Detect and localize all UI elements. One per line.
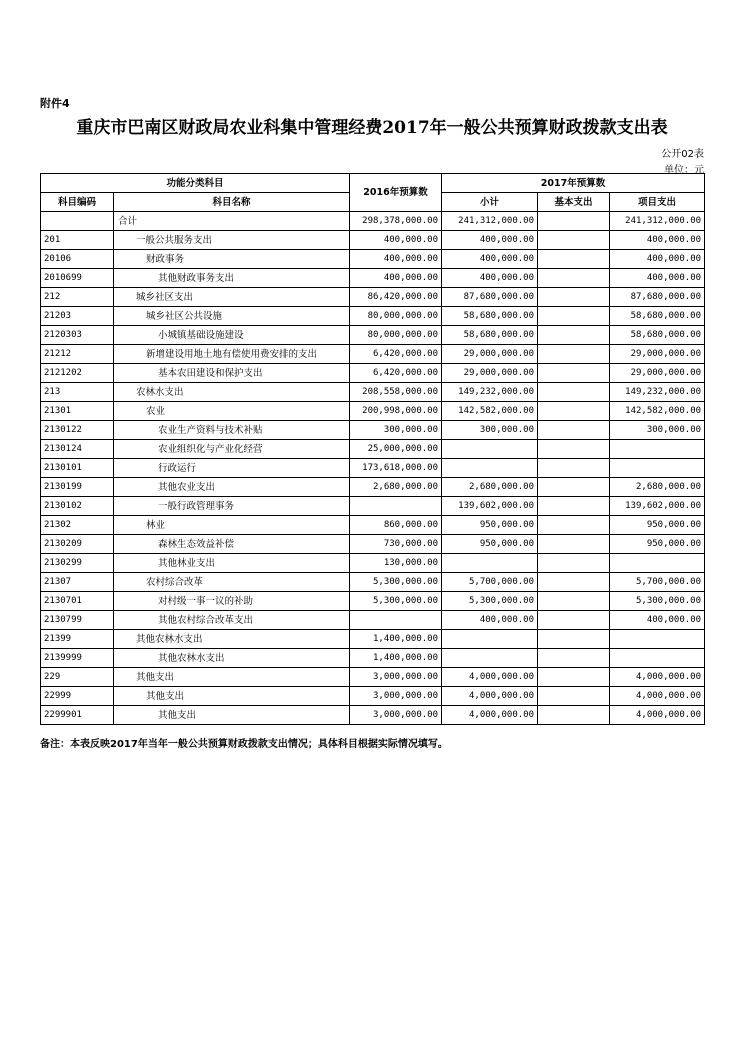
subtotal-cell: [442, 630, 538, 649]
prev-budget-cell: 3,000,000.00: [350, 706, 442, 725]
name-cell: 行政运行: [114, 459, 350, 478]
subtotal-cell: 400,000.00: [442, 250, 538, 269]
code-cell: 2120303: [41, 326, 114, 345]
code-cell: 21302: [41, 516, 114, 535]
name-cell: 农村综合改革: [114, 573, 350, 592]
table-row: [41, 269, 705, 288]
project-cell: 58,680,000.00: [610, 307, 705, 326]
table-row: [41, 250, 705, 269]
table-row: [41, 440, 705, 459]
project-cell: 400,000.00: [610, 269, 705, 288]
name-cell: 小城镇基础设施建设: [114, 326, 350, 345]
prev-budget-cell: 173,618,000.00: [350, 459, 442, 478]
subtotal-cell: 300,000.00: [442, 421, 538, 440]
prev-budget-cell: 208,558,000.00: [350, 383, 442, 402]
prev-budget-cell: 298,378,000.00: [350, 212, 442, 231]
project-cell: [610, 554, 705, 573]
project-cell: 4,000,000.00: [610, 668, 705, 687]
name-cell: 其他支出: [114, 687, 350, 706]
code-cell: 229: [41, 668, 114, 687]
table-row: [41, 592, 705, 611]
prev-budget-cell: 25,000,000.00: [350, 440, 442, 459]
subtotal-cell: 950,000.00: [442, 535, 538, 554]
subtotal-cell: 29,000,000.00: [442, 345, 538, 364]
basic-cell: [538, 307, 610, 326]
project-cell: 29,000,000.00: [610, 364, 705, 383]
basic-cell: [538, 687, 610, 706]
basic-cell: [538, 630, 610, 649]
basic-cell: [538, 212, 610, 231]
subtotal-cell: [442, 554, 538, 573]
page-title: 重庆市巴南区财政局农业科集中管理经费2017年一般公共预算财政拨款支出表: [76, 118, 668, 138]
prev-budget-cell: 6,420,000.00: [350, 345, 442, 364]
basic-cell: [538, 478, 610, 497]
basic-cell: [538, 250, 610, 269]
code-cell: 2130701: [41, 592, 114, 611]
project-cell: [610, 459, 705, 478]
project-cell: 300,000.00: [610, 421, 705, 440]
prev-budget-cell: 400,000.00: [350, 231, 442, 250]
basic-cell: [538, 345, 610, 364]
subtotal-cell: 2,680,000.00: [442, 478, 538, 497]
code-cell: 2130122: [41, 421, 114, 440]
project-cell: 4,000,000.00: [610, 706, 705, 725]
table-row: [41, 554, 705, 573]
name-cell: 其他农林水支出: [114, 630, 350, 649]
subtotal-cell: 241,312,000.00: [442, 212, 538, 231]
basic-cell: [538, 706, 610, 725]
table-row: [41, 345, 705, 364]
name-cell: 基本农田建设和保护支出: [114, 364, 350, 383]
project-cell: 950,000.00: [610, 535, 705, 554]
subtotal-cell: 400,000.00: [442, 269, 538, 288]
project-cell: 400,000.00: [610, 611, 705, 630]
basic-cell: [538, 611, 610, 630]
basic-cell: [538, 554, 610, 573]
code-cell: [41, 212, 114, 231]
project-cell: 87,680,000.00: [610, 288, 705, 307]
prev-budget-cell: 300,000.00: [350, 421, 442, 440]
table-row: [41, 421, 705, 440]
table-row: [41, 364, 705, 383]
basic-cell: [538, 326, 610, 345]
basic-cell: [538, 364, 610, 383]
code-cell: 2130299: [41, 554, 114, 573]
prev-budget-cell: 1,400,000.00: [350, 649, 442, 668]
table-row: [41, 231, 705, 250]
name-cell: 森林生态效益补偿: [114, 535, 350, 554]
basic-cell: [538, 573, 610, 592]
basic-cell: [538, 668, 610, 687]
table-row: [41, 649, 705, 668]
prev-budget-cell: 200,998,000.00: [350, 402, 442, 421]
name-cell: 城乡社区支出: [114, 288, 350, 307]
code-cell: 21399: [41, 630, 114, 649]
prev-budget-cell: 2,680,000.00: [350, 478, 442, 497]
code-cell: 2139999: [41, 649, 114, 668]
prev-budget-cell: 5,300,000.00: [350, 592, 442, 611]
project-cell: 149,232,000.00: [610, 383, 705, 402]
basic-cell: [538, 592, 610, 611]
table-row: [41, 706, 705, 725]
prev-budget-cell: 400,000.00: [350, 250, 442, 269]
budget-table: [40, 173, 705, 725]
table-row: [41, 535, 705, 554]
basic-cell: [538, 288, 610, 307]
project-cell: 142,582,000.00: [610, 402, 705, 421]
code-cell: 21301: [41, 402, 114, 421]
project-cell: 400,000.00: [610, 231, 705, 250]
header-code: 科目编码: [41, 193, 114, 212]
code-cell: 201: [41, 231, 114, 250]
code-cell: 21212: [41, 345, 114, 364]
name-cell: 其他农村综合改革支出: [114, 611, 350, 630]
code-cell: 2130101: [41, 459, 114, 478]
subtotal-cell: [442, 649, 538, 668]
table-row: [41, 630, 705, 649]
project-cell: 950,000.00: [610, 516, 705, 535]
code-cell: 212: [41, 288, 114, 307]
project-cell: 5,700,000.00: [610, 573, 705, 592]
prev-budget-cell: 1,400,000.00: [350, 630, 442, 649]
header-prev-budget: 2016年预算数: [350, 174, 442, 212]
unit-label: 单位：元: [664, 165, 704, 176]
table-row: [41, 212, 705, 231]
name-cell: 其他支出: [114, 706, 350, 725]
subtotal-cell: 5,300,000.00: [442, 592, 538, 611]
code-cell: 22999: [41, 687, 114, 706]
footer-note: 备注：本表反映2017年当年一般公共预算财政拨款支出情况；具体科目根据实际情况填写。: [40, 739, 448, 750]
subtotal-cell: 142,582,000.00: [442, 402, 538, 421]
code-cell: 2010699: [41, 269, 114, 288]
header-basic: 基本支出: [538, 193, 610, 212]
code-cell: 21203: [41, 307, 114, 326]
table-row: [41, 611, 705, 630]
table-row: [41, 459, 705, 478]
subtotal-cell: 4,000,000.00: [442, 668, 538, 687]
subtotal-cell: 400,000.00: [442, 611, 538, 630]
prev-budget-cell: 860,000.00: [350, 516, 442, 535]
prev-budget-cell: 400,000.00: [350, 269, 442, 288]
project-cell: [610, 630, 705, 649]
name-cell: 城乡社区公共设施: [114, 307, 350, 326]
header-func-group: 功能分类科目: [41, 174, 350, 193]
subtotal-cell: [442, 459, 538, 478]
name-cell: 农业组织化与产业化经营: [114, 440, 350, 459]
name-cell: 财政事务: [114, 250, 350, 269]
name-cell: 一般公共服务支出: [114, 231, 350, 250]
subtotal-cell: 87,680,000.00: [442, 288, 538, 307]
project-cell: [610, 440, 705, 459]
subtotal-cell: 400,000.00: [442, 231, 538, 250]
project-cell: 5,300,000.00: [610, 592, 705, 611]
project-cell: 241,312,000.00: [610, 212, 705, 231]
code-cell: 2130799: [41, 611, 114, 630]
name-cell: 农林水支出: [114, 383, 350, 402]
name-cell: 合计: [114, 212, 350, 231]
prev-budget-cell: 730,000.00: [350, 535, 442, 554]
name-cell: 其他农林水支出: [114, 649, 350, 668]
code-cell: 2130199: [41, 478, 114, 497]
basic-cell: [538, 516, 610, 535]
prev-budget-cell: 130,000.00: [350, 554, 442, 573]
prev-budget-cell: 80,000,000.00: [350, 326, 442, 345]
name-cell: 对村级一事一议的补助: [114, 592, 350, 611]
table-row: [41, 687, 705, 706]
prev-budget-cell: 86,420,000.00: [350, 288, 442, 307]
table-row: [41, 326, 705, 345]
header-subtotal: 小计: [442, 193, 538, 212]
prev-budget-cell: 3,000,000.00: [350, 687, 442, 706]
prev-budget-cell: 5,300,000.00: [350, 573, 442, 592]
header-cur-group: 2017年预算数: [442, 174, 705, 193]
subtotal-cell: 4,000,000.00: [442, 706, 538, 725]
basic-cell: [538, 440, 610, 459]
prev-budget-cell: 6,420,000.00: [350, 364, 442, 383]
code-cell: 2299901: [41, 706, 114, 725]
name-cell: 新增建设用地土地有偿使用费安排的支出: [114, 345, 350, 364]
project-cell: [610, 649, 705, 668]
name-cell: 其他农业支出: [114, 478, 350, 497]
prev-budget-cell: 3,000,000.00: [350, 668, 442, 687]
project-cell: 4,000,000.00: [610, 687, 705, 706]
basic-cell: [538, 459, 610, 478]
prev-budget-cell: [350, 611, 442, 630]
annex-label: 附件4: [40, 97, 70, 110]
table-row: [41, 668, 705, 687]
table-row: [41, 573, 705, 592]
header-name: 科目名称: [114, 193, 350, 212]
code-cell: 20106: [41, 250, 114, 269]
name-cell: 其他财政事务支出: [114, 269, 350, 288]
project-cell: 58,680,000.00: [610, 326, 705, 345]
subtotal-cell: 4,000,000.00: [442, 687, 538, 706]
form-number: 公开02表: [661, 149, 704, 160]
subtotal-cell: 149,232,000.00: [442, 383, 538, 402]
code-cell: 2121202: [41, 364, 114, 383]
prev-budget-cell: 80,000,000.00: [350, 307, 442, 326]
code-cell: 2130124: [41, 440, 114, 459]
basic-cell: [538, 402, 610, 421]
name-cell: 农业: [114, 402, 350, 421]
code-cell: 2130102: [41, 497, 114, 516]
table-row: [41, 307, 705, 326]
name-cell: 农业生产资料与技术补贴: [114, 421, 350, 440]
subtotal-cell: 5,700,000.00: [442, 573, 538, 592]
table-row: [41, 288, 705, 307]
prev-budget-cell: [350, 497, 442, 516]
basic-cell: [538, 383, 610, 402]
name-cell: 一般行政管理事务: [114, 497, 350, 516]
name-cell: 其他林业支出: [114, 554, 350, 573]
basic-cell: [538, 231, 610, 250]
subtotal-cell: [442, 440, 538, 459]
project-cell: 29,000,000.00: [610, 345, 705, 364]
basic-cell: [538, 649, 610, 668]
project-cell: 400,000.00: [610, 250, 705, 269]
subtotal-cell: 139,602,000.00: [442, 497, 538, 516]
header-project: 项目支出: [610, 193, 705, 212]
project-cell: 2,680,000.00: [610, 478, 705, 497]
subtotal-cell: 58,680,000.00: [442, 307, 538, 326]
subtotal-cell: 950,000.00: [442, 516, 538, 535]
code-cell: 21307: [41, 573, 114, 592]
basic-cell: [538, 535, 610, 554]
project-cell: 139,602,000.00: [610, 497, 705, 516]
table-row: [41, 516, 705, 535]
code-cell: 2130209: [41, 535, 114, 554]
name-cell: 其他支出: [114, 668, 350, 687]
table-row: [41, 478, 705, 497]
name-cell: 林业: [114, 516, 350, 535]
table-row: [41, 402, 705, 421]
subtotal-cell: 29,000,000.00: [442, 364, 538, 383]
table-row: [41, 497, 705, 516]
basic-cell: [538, 269, 610, 288]
basic-cell: [538, 421, 610, 440]
table-row: [41, 383, 705, 402]
code-cell: 213: [41, 383, 114, 402]
basic-cell: [538, 497, 610, 516]
subtotal-cell: 58,680,000.00: [442, 326, 538, 345]
